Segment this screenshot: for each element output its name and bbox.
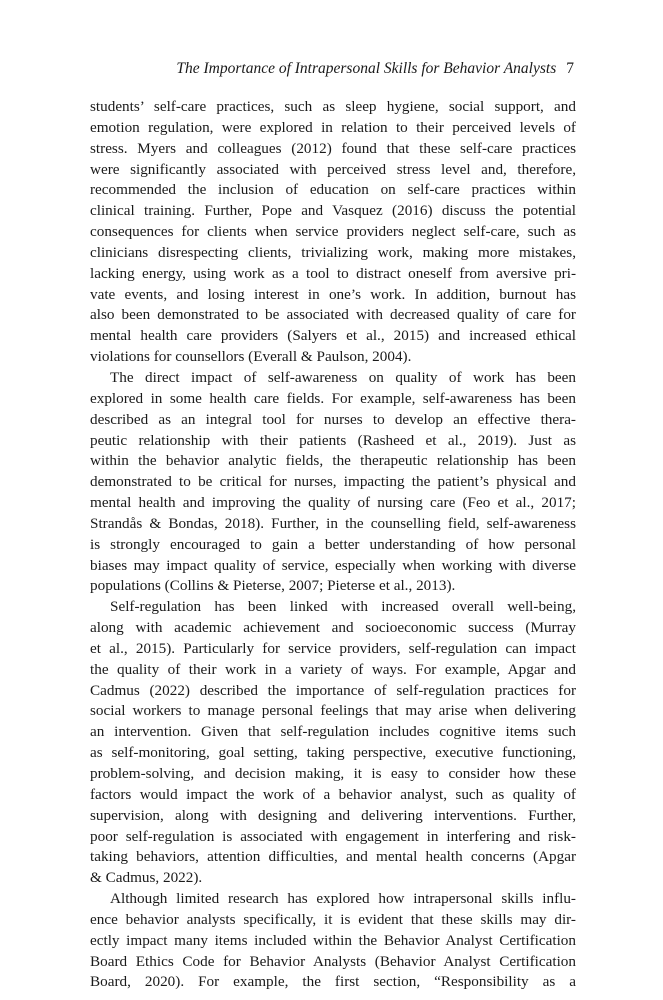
text-line: consequences for clients when service providers neglect self-care, such as	[90, 223, 576, 241]
text-line: students’ self-care practices, such as sleep hygiene, social support, and	[90, 98, 576, 115]
text-line: et al., 2015). Particularly for service providers, self-regulation can impact	[90, 639, 576, 657]
text-line: taking behaviors, attention difficulties, and mental health concerns (Apgar	[90, 848, 576, 866]
text-line: the quality of their work in a variety of ways. For example, Apgar and	[90, 660, 576, 678]
text-line: supervision, along with designing and delivering interventions. Further,	[90, 806, 576, 824]
text-line: described as an integral tool for nurses to develop an effective thera-	[90, 410, 576, 428]
text-line: clinical training. Further, Pope and Vasquez (2016) discuss the potential	[90, 202, 576, 220]
body-text	[90, 97, 576, 993]
text-line: lacking energy, using work as a tool to distract oneself from aversive pri-	[90, 264, 576, 282]
text-line: factors would impact the work of a behavior analyst, such as quality of	[90, 785, 576, 803]
text-line: stress. Myers and colleagues (2012) found that these self-care practices	[90, 139, 576, 157]
text-line: explored in some health care fields. For example, self-awareness has been	[90, 389, 576, 407]
text-line: Board Ethics Code for Behavior Analysts (Behavior Analyst Certification	[90, 952, 576, 970]
text-line: mental health care providers (Salyers et al., 2015) and increased ethical	[90, 327, 576, 345]
text-line: Cadmus (2022) described the importance of self-regulation practices for	[90, 681, 576, 699]
text-line: peutic relationship with their patients (Rasheed et al., 2019). Just as	[90, 431, 576, 449]
text-line: recommended the inclusion of education on self-care practices within	[90, 181, 576, 199]
text-line: Board, 2020). For example, the first section, “Responsibility as a	[90, 973, 576, 991]
text-line: is strongly encouraged to gain a better understanding of how personal	[90, 535, 576, 553]
text-line: ectly impact many items included within the Behavior Analyst Certification	[90, 931, 576, 949]
text-line: along with academic achievement and socioeconomic success (Murray	[90, 619, 576, 637]
text-line: & Cadmus, 2022).	[90, 869, 203, 887]
text-line: were significantly associated with perceived stress level and, therefore,	[90, 160, 576, 178]
text-line: within the behavior analytic fields, the therapeutic relationship has been	[90, 452, 576, 470]
page-number: 7	[566, 60, 574, 77]
text-line: The direct impact of self-awareness on quality of work has been	[110, 368, 576, 386]
text-line: vate events, and losing interest in one’s work. In addition, burnout has	[90, 285, 576, 303]
text-line: Self-regulation has been linked with increased overall well-being,	[110, 598, 576, 616]
running-head	[90, 60, 574, 78]
text-line: social workers to manage personal feelings that may arise when delivering	[90, 702, 576, 720]
text-line: demonstrated to be critical for nurses, impacting the patient’s physical and	[90, 473, 576, 491]
text-line: also been demonstrated to be associated with decreased quality of care for	[90, 306, 576, 324]
text-line: emotion regulation, were explored in relation to their perceived levels of	[90, 118, 576, 136]
text-line: biases may impact quality of service, especially when working with diverse	[90, 556, 576, 574]
running-title: The Importance of Intrapersonal Skills for Behavior Analysts	[176, 60, 557, 77]
text-line: as self-monitoring, goal setting, taking perspective, executive functioning,	[90, 744, 576, 762]
text-line: violations for counsellors (Everall & Paulson, 2004).	[90, 348, 412, 366]
text-line: mental health and improving the quality of nursing care (Feo et al., 2017;	[90, 494, 576, 512]
text-line: an intervention. Given that self-regulation includes cognitive items such	[90, 723, 576, 741]
text-line: ence behavior analysts specifically, it is evident that these skills may dir-	[90, 910, 576, 928]
text-line: Although limited research has explored how intrapersonal skills influ-	[110, 890, 576, 908]
text-line: poor self-regulation is associated with engagement in interfering and risk-	[90, 827, 576, 845]
text-line: Strandås & Bondas, 2018). Further, in the counselling field, self-awareness	[90, 514, 576, 532]
text-line: problem-solving, and decision making, it is easy to consider how these	[90, 765, 576, 782]
text-line: clinicians disrespecting clients, trivializing work, making more mistakes,	[90, 243, 576, 261]
text-line: populations (Collins & Pieterse, 2007; Pieterse et al., 2013).	[90, 577, 456, 595]
